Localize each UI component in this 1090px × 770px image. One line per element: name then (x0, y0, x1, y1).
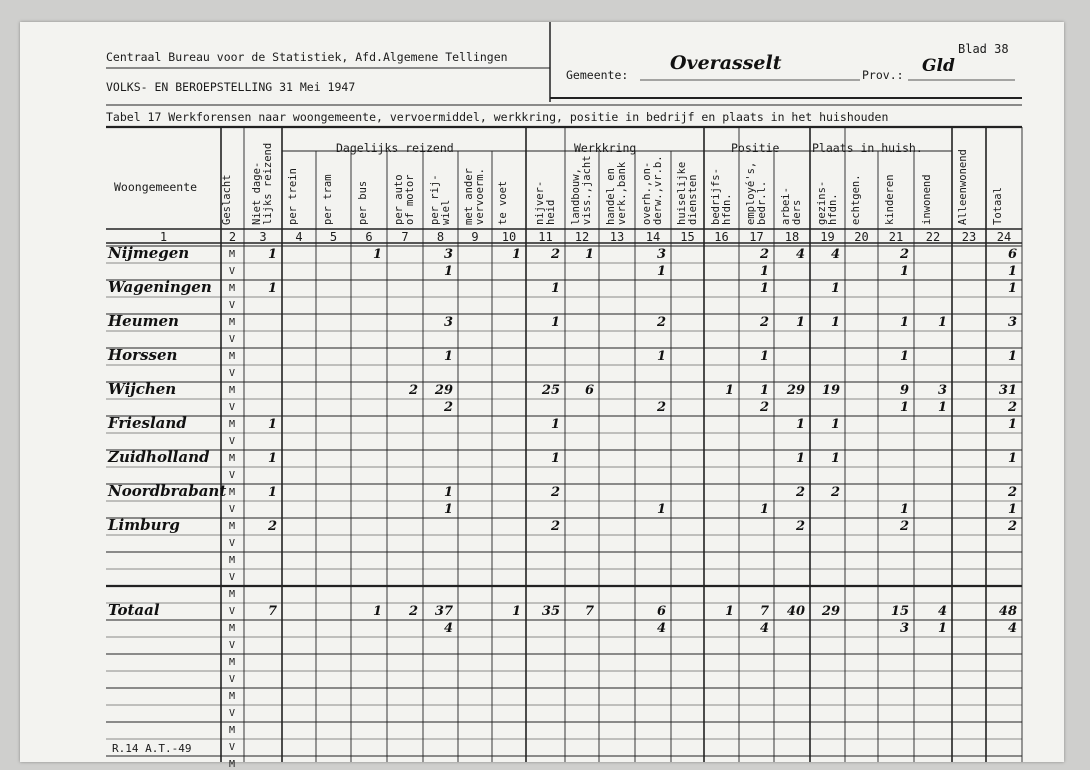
cell-value: 1 (443, 502, 453, 517)
cell-value: 1 (443, 349, 453, 364)
cell-value: 1 (899, 502, 909, 517)
column-number: 2 (228, 230, 237, 244)
column-number: 6 (365, 230, 373, 244)
cell-value: 1 (267, 485, 277, 500)
column-number: 10 (501, 230, 517, 244)
cell-value: 1 (759, 264, 769, 279)
sex-label: M (228, 725, 236, 736)
bureau-line: Centraal Bureau voor de Statistiek, Afd.Algemene Tellingen (106, 50, 508, 64)
column-header: per auto of motor (393, 174, 416, 225)
cell-value: 2 (1007, 400, 1017, 415)
column-number: 14 (645, 230, 661, 244)
cell-value: 1 (372, 247, 382, 262)
column-header: Niet dage- lijks reizend (251, 142, 274, 225)
sex-label: M (228, 249, 236, 260)
group-dagelijks: Dagelijks reizend (336, 141, 454, 155)
table-title: Tabel 17 Werkforensen naar woongemeente, vervoermiddel, werkkring, positie in bedrijf en plaats in het huishouden (106, 110, 889, 124)
column-header: te voet (497, 180, 509, 225)
cell-value: 9 (899, 383, 909, 398)
cell-value: 1 (550, 315, 560, 330)
cell-value: 6 (1007, 247, 1017, 262)
cell-value: 2 (656, 315, 666, 330)
cell-value: 1 (511, 247, 521, 262)
cell-value: 4 (656, 621, 666, 636)
cell-value: 4 (443, 621, 453, 636)
cell-value: 4 (937, 604, 947, 619)
cell-value: 1 (795, 451, 805, 466)
sex-label: M (228, 419, 236, 430)
sex-label: V (228, 742, 236, 753)
cell-value: 3 (443, 315, 453, 330)
cell-value: 1 (267, 417, 277, 432)
sex-label: V (228, 708, 236, 719)
cell-value: 2 (550, 485, 560, 500)
cell-value: 1 (795, 315, 805, 330)
column-header: kinderen (884, 174, 896, 225)
cell-value: 29 (434, 383, 453, 398)
cell-value: 1 (899, 400, 909, 415)
place-name: Noordbrabant (108, 482, 227, 500)
cell-value: 1 (795, 417, 805, 432)
cell-value: 1 (267, 451, 277, 466)
cell-value: 1 (724, 604, 734, 619)
cell-value: 3 (1007, 315, 1017, 330)
column-number: 5 (329, 230, 338, 244)
cell-value: 1 (372, 604, 382, 619)
census-line: VOLKS- EN BEROEPSTELLING 31 Mei 1947 (106, 80, 356, 94)
column-header: landbouw, viss.,jacht (570, 155, 593, 225)
column-number: 24 (996, 230, 1012, 244)
sex-label: M (228, 759, 236, 770)
cell-value: 1 (656, 349, 666, 364)
cell-value: 40 (786, 604, 805, 619)
cell-value: 4 (795, 247, 805, 262)
cell-value: 1 (1007, 264, 1017, 279)
column-header: overh.,on- derw.,vr.b. (641, 155, 664, 225)
sex-label: V (228, 436, 236, 447)
cell-value: 1 (443, 485, 453, 500)
cell-value: 2 (656, 400, 666, 415)
cell-value: 1 (724, 383, 734, 398)
cell-value: 2 (1007, 485, 1017, 500)
place-name: Horssen (108, 346, 178, 364)
sex-label: V (228, 572, 236, 583)
cell-value: 4 (759, 621, 769, 636)
column-number: 21 (888, 230, 904, 244)
cell-value: 1 (759, 502, 769, 517)
cell-value: 2 (408, 604, 418, 619)
cell-value: 2 (899, 519, 909, 534)
cell-value: 1 (899, 349, 909, 364)
cell-value: 1 (830, 451, 840, 466)
cell-value: 15 (890, 604, 909, 619)
column-header: Geslacht (220, 174, 233, 225)
cell-value: 1 (899, 264, 909, 279)
cell-value: 1 (937, 400, 947, 415)
column-number: 7 (401, 230, 409, 244)
column-header: met ander vervoerm. (463, 168, 486, 225)
sex-label: M (228, 385, 236, 396)
cell-value: 1 (267, 247, 277, 262)
sex-label: M (228, 555, 236, 566)
cell-value: 2 (550, 247, 560, 262)
cell-value: 4 (1007, 621, 1017, 636)
cell-value: 2 (795, 485, 805, 500)
cell-value: 3 (656, 247, 666, 262)
column-number: 23 (961, 230, 977, 244)
cell-value: 25 (541, 383, 560, 398)
sex-label: V (228, 402, 236, 413)
place-name: Friesland (108, 414, 187, 432)
prov-label: Prov.: (862, 68, 904, 82)
sex-label: V (228, 538, 236, 549)
cell-value: 2 (759, 315, 769, 330)
cell-value: 1 (550, 417, 560, 432)
sex-label: M (228, 453, 236, 464)
group-plaats: Plaats in huish. (812, 141, 923, 155)
column-number: 15 (680, 230, 695, 244)
column-header: gezins- hfdn. (815, 180, 839, 225)
sex-label: V (228, 504, 236, 515)
cell-value: 4 (830, 247, 840, 262)
cell-value: 1 (656, 502, 666, 517)
sex-label: M (228, 657, 236, 668)
column-number: 13 (609, 230, 625, 244)
cell-value: 7 (584, 604, 594, 619)
cell-value: 1 (1007, 349, 1017, 364)
column-header: arbei- ders (780, 187, 803, 225)
place-name: Wageningen (108, 278, 212, 296)
sex-label: V (228, 368, 236, 379)
cell-value: 1 (1007, 281, 1017, 296)
cell-value: 1 (550, 451, 560, 466)
column-header: handel en verk.,bank (605, 161, 628, 225)
cell-value: 1 (759, 349, 769, 364)
form-code: R.14 A.T.-49 (112, 742, 192, 755)
column-header: employé's, bedr.l. (744, 161, 768, 225)
prov-value: Gld (922, 56, 955, 76)
cell-value: 2 (408, 383, 418, 398)
column-number: 22 (925, 230, 941, 244)
sex-label: M (228, 283, 236, 294)
census-form-sheet (20, 22, 1064, 770)
place-name: Limburg (108, 516, 180, 534)
column-header: Alleenwonend (957, 149, 969, 225)
column-number: 20 (854, 230, 869, 244)
cell-value: 3 (937, 383, 947, 398)
sex-label: M (228, 351, 236, 362)
sex-label: M (228, 691, 236, 702)
cell-value: 2 (267, 519, 277, 534)
column-number: 4 (295, 230, 303, 244)
cell-value: 2 (443, 400, 453, 415)
cell-value: 6 (584, 383, 594, 398)
cell-value: 1 (656, 264, 666, 279)
sex-label: M (228, 487, 236, 498)
cell-value: 1 (937, 315, 947, 330)
cell-value: 29 (786, 383, 805, 398)
column-header: nijver- heid (533, 180, 557, 225)
column-header: echtgen. (849, 174, 862, 225)
column-number: 8 (436, 230, 445, 244)
column-number: 18 (784, 230, 800, 244)
sex-label: M (228, 589, 236, 600)
gemeente-label: Gemeente: (566, 68, 629, 82)
column-number: 3 (259, 230, 267, 244)
column-header: Totaal (992, 187, 1004, 225)
cell-value: 1 (937, 621, 947, 636)
group-werkkring: Werkkring (574, 141, 637, 155)
sex-label: M (228, 317, 236, 328)
place-name: Zuidholland (108, 448, 210, 466)
column-header: per rij- wiel (428, 174, 452, 225)
column-number: 9 (471, 230, 479, 244)
cell-value: 1 (267, 281, 277, 296)
sex-label: M (228, 623, 236, 634)
column-header-woongemeente: Woongemeente (114, 180, 198, 194)
sex-label: V (228, 674, 236, 685)
cell-value: 1 (511, 604, 521, 619)
cell-value: 3 (443, 247, 453, 262)
place-name: Totaal (108, 601, 160, 619)
column-header: huiselijke diensten (675, 161, 699, 225)
column-number: 17 (749, 230, 764, 244)
gemeente-value: Overasselt (670, 52, 782, 74)
sheet-number: Blad 38 (958, 42, 1009, 56)
column-number: 16 (714, 230, 729, 244)
cell-value: 2 (759, 400, 769, 415)
column-header: bedrijfs- hfdn. (709, 168, 733, 225)
column-number: 1 (159, 230, 168, 244)
cell-value: 2 (550, 519, 560, 534)
sex-label: V (228, 470, 236, 481)
cell-value: 29 (821, 604, 840, 619)
sex-label: V (228, 334, 236, 345)
cell-value: 1 (584, 247, 594, 262)
cell-value: 2 (795, 519, 805, 534)
cell-value: 1 (899, 315, 909, 330)
sex-label: V (228, 640, 236, 651)
cell-value: 1 (830, 315, 840, 330)
place-name: Heumen (108, 312, 179, 330)
cell-value: 1 (1007, 502, 1017, 517)
cell-value: 2 (759, 247, 769, 262)
cell-value: 1 (759, 281, 769, 296)
column-header: inwonend (921, 174, 933, 225)
column-number: 12 (574, 230, 590, 244)
cell-value: 35 (541, 604, 560, 619)
cell-value: 37 (434, 604, 453, 619)
sex-label: V (228, 606, 236, 617)
column-header: per bus (357, 180, 369, 225)
sex-label: M (228, 521, 236, 532)
cell-value: 7 (759, 604, 769, 619)
cell-value: 2 (899, 247, 909, 262)
cell-value: 1 (550, 281, 560, 296)
cell-value: 2 (1007, 519, 1017, 534)
column-number: 11 (538, 230, 553, 244)
cell-value: 7 (267, 604, 277, 619)
group-positie: Positie (731, 141, 780, 155)
cell-value: 6 (656, 604, 666, 619)
place-name: Nijmegen (108, 244, 190, 262)
column-header: per tram (321, 174, 334, 225)
cell-value: 1 (759, 383, 769, 398)
cell-value: 3 (899, 621, 909, 636)
place-name: Wijchen (108, 380, 177, 398)
cell-value: 31 (998, 383, 1017, 398)
cell-value: 1 (1007, 417, 1017, 432)
cell-value: 1 (443, 264, 453, 279)
sex-label: V (228, 300, 236, 311)
cell-value: 1 (830, 281, 840, 296)
cell-value: 1 (830, 417, 840, 432)
cell-value: 1 (1007, 451, 1017, 466)
cell-value: 19 (821, 383, 840, 398)
cell-value: 2 (830, 485, 840, 500)
column-header: per trein (287, 168, 299, 225)
column-number: 19 (820, 230, 835, 244)
sex-label: V (228, 266, 236, 277)
cell-value: 48 (998, 604, 1017, 619)
